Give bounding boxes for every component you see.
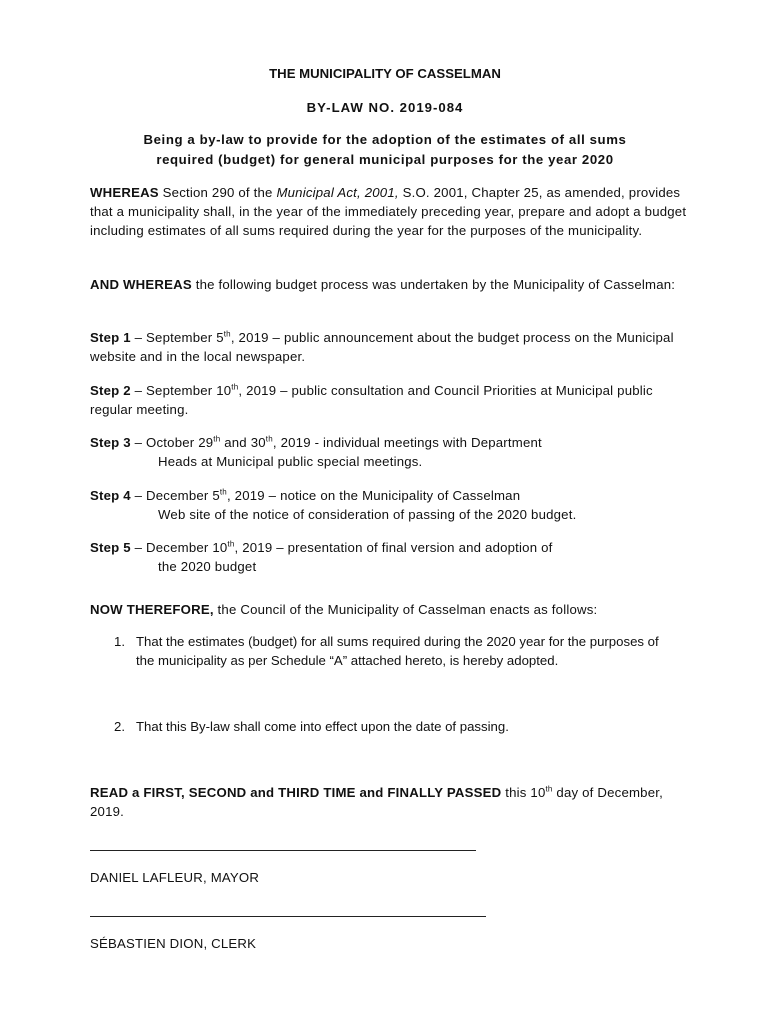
now-therefore-paragraph bbox=[90, 600, 690, 619]
step-label: Step 3 bbox=[90, 435, 131, 450]
whereas-text-b: S.O. 2001, Chapter 25, as amended, provides that a municipality shall, in the year of the immediately preceding year, prepare and adopt a budget including estimates of all sums required during the year for the purposes of the municipality. bbox=[90, 185, 687, 238]
mayor-signature-line bbox=[90, 850, 476, 851]
whereas-paragraph-2 bbox=[90, 275, 690, 294]
mayor-name: DANIEL LAFLEUR, MAYOR bbox=[90, 870, 260, 885]
subject-line-2: required (budget) for general municipal purposes for the year 2020 bbox=[156, 152, 614, 167]
act-name: Municipal Act, 2001, bbox=[276, 185, 399, 200]
step-sup: th bbox=[265, 434, 273, 444]
step-sup: th bbox=[227, 539, 235, 549]
passed-paragraph bbox=[90, 783, 690, 821]
clerk-name: SÉBASTIEN DION, CLERK bbox=[90, 936, 257, 951]
whereas-lead: WHEREAS bbox=[90, 185, 159, 200]
step-text: , 2019 – presentation of final version and adoption of bbox=[234, 540, 553, 555]
step-text: , 2019 – public consultation and Council Priorities at Municipal public regular meeting. bbox=[90, 383, 653, 417]
item-text: That this By-law shall come into effect upon the date of passing. bbox=[136, 719, 509, 734]
step-label: Step 2 bbox=[90, 383, 131, 398]
step-text: , 2019 – public announcement about the budget process on the Municipal website and in the local newspaper. bbox=[90, 330, 674, 364]
step-5 bbox=[90, 538, 690, 576]
item-number: 2. bbox=[114, 719, 125, 734]
step-text: – October 29 bbox=[130, 435, 214, 450]
and-whereas-text: the following budget process was undertaken by the Municipality of Casselman: bbox=[191, 277, 676, 292]
subject-line-1: Being a by-law to provide for the adoption of the estimates of all sums bbox=[143, 132, 627, 147]
step-1 bbox=[90, 328, 690, 366]
enactment-item-2 bbox=[114, 717, 674, 736]
step-continuation: Heads at Municipal public special meetings. bbox=[158, 454, 423, 469]
step-sup: th bbox=[213, 434, 221, 444]
step-text: – September 5 bbox=[130, 330, 224, 345]
step-sup: th bbox=[223, 329, 231, 339]
step-sup: th bbox=[231, 382, 239, 392]
passed-lead: READ a FIRST, SECOND and THIRD TIME and FINALLY PASSED bbox=[90, 785, 502, 800]
passed-text: day of December, 2019. bbox=[90, 785, 663, 819]
step-2 bbox=[90, 381, 690, 419]
bylaw-number: BY-LAW NO. 2019-084 bbox=[306, 100, 464, 115]
item-number: 1. bbox=[114, 634, 125, 649]
now-therefore-lead: NOW THEREFORE, bbox=[90, 602, 214, 617]
passed-text: this 10 bbox=[501, 785, 546, 800]
enactment-item-1 bbox=[114, 632, 674, 670]
step-label: Step 4 bbox=[90, 488, 131, 503]
whereas-paragraph-1 bbox=[90, 183, 690, 240]
and-whereas-lead: AND WHEREAS bbox=[90, 277, 192, 292]
passed-sup: th bbox=[545, 784, 553, 794]
step-text: , 2019 - individual meetings with Department bbox=[272, 435, 542, 450]
step-4 bbox=[90, 486, 690, 524]
step-text: and 30 bbox=[220, 435, 266, 450]
step-text: – December 5 bbox=[130, 488, 220, 503]
step-text: , 2019 – notice on the Municipality of Casselman bbox=[226, 488, 521, 503]
whereas-text-a: Section 290 of the bbox=[158, 185, 277, 200]
step-3 bbox=[90, 433, 690, 471]
step-text: – December 10 bbox=[130, 540, 228, 555]
step-continuation: the 2020 budget bbox=[158, 559, 257, 574]
step-label: Step 1 bbox=[90, 330, 131, 345]
step-continuation: Web site of the notice of consideration of passing of the 2020 budget. bbox=[158, 507, 577, 522]
municipality-title: THE MUNICIPALITY OF CASSELMAN bbox=[269, 66, 501, 81]
step-label: Step 5 bbox=[90, 540, 131, 555]
clerk-signature-line bbox=[90, 916, 486, 917]
item-text: That the estimates (budget) for all sums required during the 2020 year for the purposes of the municipality as per Schedule “A” attached hereto, is hereby adopted. bbox=[136, 634, 659, 668]
now-therefore-text: the Council of the Municipality of Casselman enacts as follows: bbox=[213, 602, 598, 617]
step-text: – September 10 bbox=[130, 383, 232, 398]
step-sup: th bbox=[219, 487, 227, 497]
